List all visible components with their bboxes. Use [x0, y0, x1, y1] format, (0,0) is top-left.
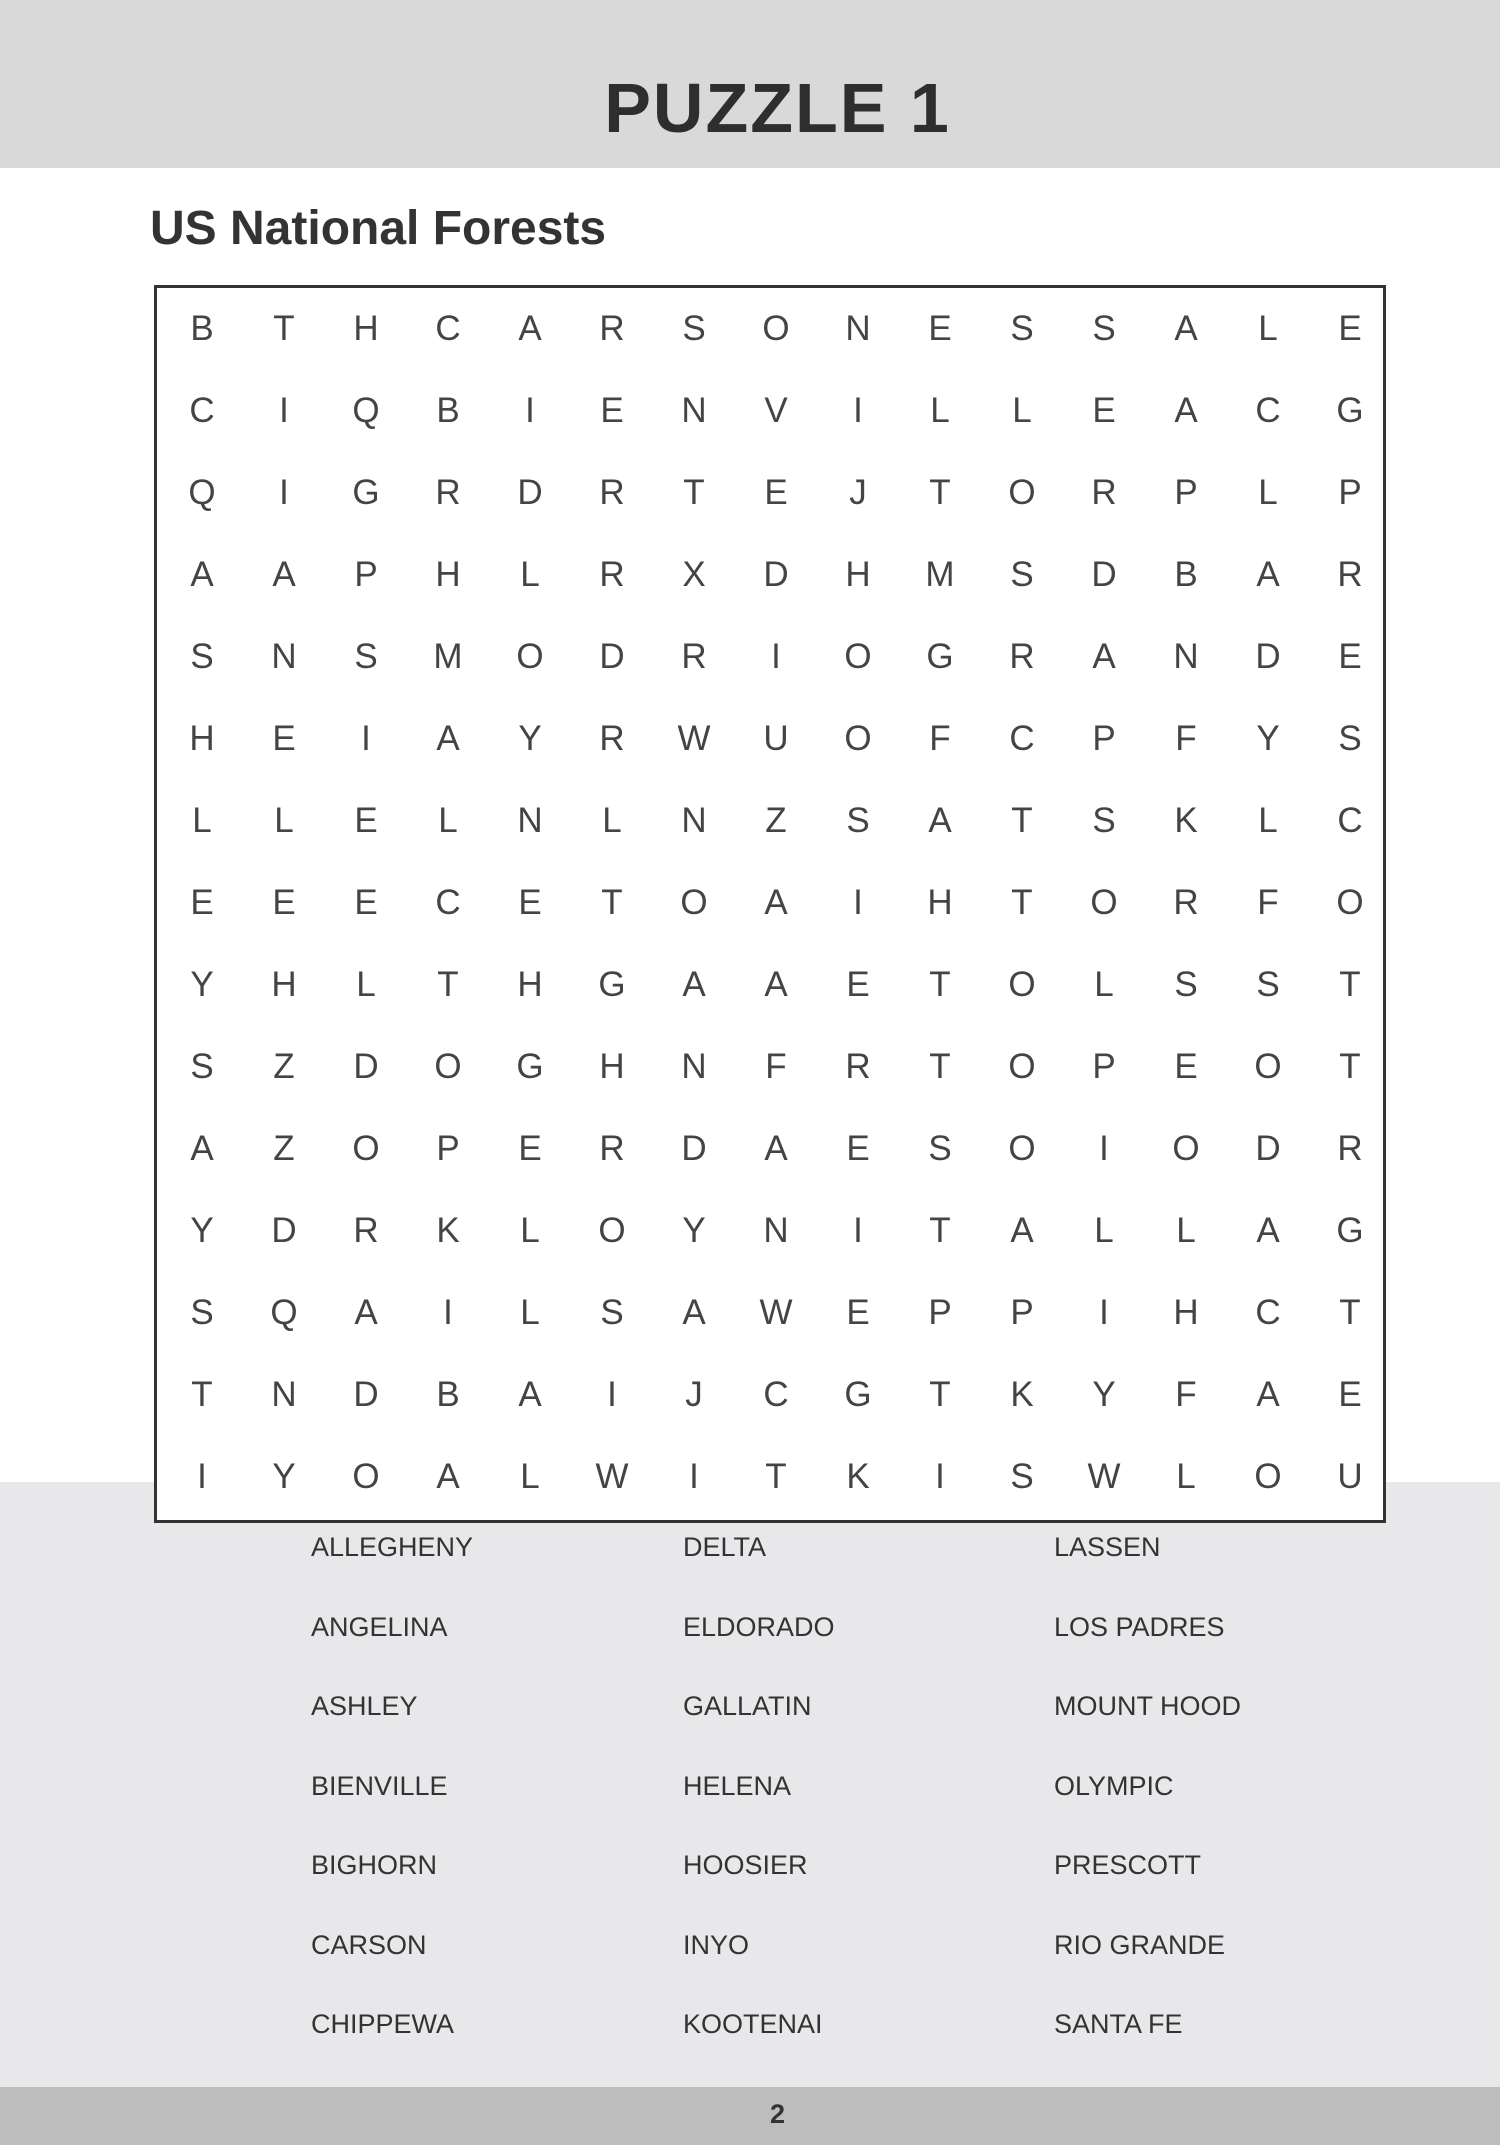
word-list-item: HELENA	[683, 1770, 792, 1801]
grid-letter: S	[1010, 309, 1034, 348]
grid-letter: T	[929, 965, 951, 1004]
grid-letter: Y	[682, 1211, 706, 1250]
grid-letter: C	[189, 391, 215, 430]
grid-letter: Z	[765, 801, 787, 840]
grid-letter: O	[1336, 883, 1364, 922]
grid-letter: Y	[190, 1211, 214, 1250]
grid-letter: T	[1339, 1047, 1361, 1086]
grid-letter: G	[1336, 1211, 1364, 1250]
grid-letter: E	[1092, 391, 1116, 430]
grid-letter: E	[1338, 1375, 1362, 1414]
word-list-item: CHIPPEWA	[311, 2009, 455, 2039]
grid-letter: I	[361, 719, 371, 758]
grid-letter: F	[1175, 1375, 1197, 1414]
grid-letter: I	[853, 1211, 863, 1250]
grid-letter: D	[599, 637, 625, 676]
grid-letter: R	[845, 1047, 871, 1086]
grid-letter: H	[435, 555, 461, 594]
grid-letter: C	[763, 1375, 789, 1414]
grid-letter: A	[354, 1293, 378, 1332]
word-column-1	[311, 1532, 473, 2089]
word-list-item: BIENVILLE	[311, 1770, 448, 1801]
grid-letter: W	[759, 1293, 793, 1332]
grid-letter: O	[762, 309, 790, 348]
grid-letter: G	[598, 965, 626, 1004]
grid-letter: E	[518, 1129, 542, 1168]
grid-letter: D	[1091, 555, 1117, 594]
puzzle-title: PUZZLE 1	[604, 69, 951, 147]
grid-letter: O	[680, 883, 708, 922]
grid-letter: D	[353, 1047, 379, 1086]
grid-letter: F	[1257, 883, 1279, 922]
grid-letter: G	[926, 637, 954, 676]
grid-letter: O	[352, 1129, 380, 1168]
grid-letter: R	[353, 1211, 379, 1250]
grid-letter: A	[764, 1129, 788, 1168]
grid-letter: P	[1338, 473, 1362, 512]
grid-letter: T	[765, 1457, 787, 1496]
grid-letter: I	[443, 1293, 453, 1332]
grid-letter: H	[927, 883, 953, 922]
grid-letter: O	[516, 637, 544, 676]
grid-letter: T	[683, 473, 705, 512]
word-list	[0, 1532, 1500, 2072]
grid-letter: F	[1175, 719, 1197, 758]
grid-letter: H	[845, 555, 871, 594]
grid-letter: R	[1173, 883, 1199, 922]
grid-letter: U	[1337, 1457, 1363, 1496]
grid-letter: E	[846, 1293, 870, 1332]
grid-letter: I	[279, 473, 289, 512]
grid-letter: P	[354, 555, 378, 594]
grid-letter: P	[1174, 473, 1198, 512]
grid-letter: R	[435, 473, 461, 512]
grid-letter: L	[930, 391, 950, 430]
grid-letter: A	[1256, 1211, 1280, 1250]
grid-letter: N	[271, 637, 297, 676]
puzzle-subtitle: US National Forests	[150, 202, 607, 255]
grid-letter: M	[433, 637, 463, 676]
grid-letter: E	[354, 883, 378, 922]
grid-letter: O	[1008, 1047, 1036, 1086]
grid-letter: A	[518, 1375, 542, 1414]
grid-letter: Z	[273, 1129, 295, 1168]
grid-letter: T	[929, 1375, 951, 1414]
grid-letter: O	[598, 1211, 626, 1250]
grid-letter: Q	[188, 473, 216, 512]
grid-letter: N	[517, 801, 543, 840]
grid-letter: T	[273, 309, 295, 348]
grid-letter: P	[1092, 719, 1116, 758]
grid-letter: T	[929, 1211, 951, 1250]
grid-letter: R	[681, 637, 707, 676]
grid-letter: L	[356, 965, 376, 1004]
grid-letter: Q	[270, 1293, 298, 1332]
grid-letter: C	[1255, 1293, 1281, 1332]
grid-letter: E	[354, 801, 378, 840]
grid-letter: L	[1176, 1211, 1196, 1250]
grid-letter: O	[1172, 1129, 1200, 1168]
grid-letter: U	[763, 719, 789, 758]
grid-letter: C	[1337, 801, 1363, 840]
grid-letter: G	[516, 1047, 544, 1086]
grid-letter: I	[689, 1457, 699, 1496]
grid-letter: T	[929, 1047, 951, 1086]
grid-letter: G	[1336, 391, 1364, 430]
grid-letter: E	[190, 883, 214, 922]
grid-letter: E	[272, 719, 296, 758]
grid-letter: R	[599, 473, 625, 512]
grid-letter: D	[353, 1375, 379, 1414]
grid-letter: Y	[1092, 1375, 1116, 1414]
grid-letter: I	[279, 391, 289, 430]
grid-letter: T	[1339, 1293, 1361, 1332]
grid-letter: R	[1091, 473, 1117, 512]
page-number: 2	[769, 2099, 786, 2129]
grid-letter: W	[595, 1457, 629, 1496]
grid-letter: V	[764, 391, 788, 430]
grid-letter: A	[190, 1129, 214, 1168]
grid-letter: I	[525, 391, 535, 430]
grid-letter: O	[1008, 965, 1036, 1004]
grid-letter: H	[271, 965, 297, 1004]
grid-letter: W	[677, 719, 711, 758]
grid-letter: K	[846, 1457, 870, 1496]
grid-letter: S	[190, 1293, 214, 1332]
grid-letter: O	[1254, 1047, 1282, 1086]
grid-letter: B	[436, 391, 460, 430]
word-list-item: MOUNT HOOD	[1054, 1691, 1241, 1721]
grid-letter: S	[846, 801, 870, 840]
grid-letter: N	[681, 391, 707, 430]
grid-letter: G	[352, 473, 380, 512]
grid-letter: I	[771, 637, 781, 676]
grid-letter: S	[354, 637, 378, 676]
word-list-item: LASSEN	[1054, 1532, 1161, 1562]
grid-letter: R	[1337, 555, 1363, 594]
grid-letter: A	[1256, 1375, 1280, 1414]
grid-letter: R	[599, 1129, 625, 1168]
grid-letter: D	[1255, 637, 1281, 676]
grid-letter: R	[599, 719, 625, 758]
grid-letter: R	[599, 555, 625, 594]
grid-letter: A	[436, 719, 460, 758]
grid-letter: L	[274, 801, 294, 840]
grid-letter: T	[437, 965, 459, 1004]
grid-letter: S	[1256, 965, 1280, 1004]
grid-letter: A	[1010, 1211, 1034, 1250]
word-list-item: HOOSIER	[683, 1850, 808, 1880]
word-list-item: ANGELINA	[311, 1611, 448, 1642]
grid-letter: B	[1174, 555, 1198, 594]
grid-letter: O	[1008, 1129, 1036, 1168]
grid-letter: K	[1010, 1375, 1034, 1414]
grid-letter: I	[197, 1457, 207, 1496]
grid-letter: B	[436, 1375, 460, 1414]
word-search-grid	[161, 288, 1385, 1520]
grid-letter: L	[1094, 1211, 1114, 1250]
grid-letter: W	[1087, 1457, 1121, 1496]
grid-letter: N	[271, 1375, 297, 1414]
grid-letter: Y	[1256, 719, 1280, 758]
word-list-item: INYO	[683, 1929, 750, 1960]
grid-letter: L	[192, 801, 212, 840]
grid-letter: C	[1009, 719, 1035, 758]
grid-letter: L	[602, 801, 622, 840]
grid-letter: I	[1099, 1293, 1109, 1332]
grid-letter: K	[436, 1211, 460, 1250]
word-search-grid-frame	[154, 285, 1386, 1523]
grid-letter: I	[1099, 1129, 1109, 1168]
grid-letter: E	[272, 883, 296, 922]
word-list-item: SANTA FE	[1054, 2009, 1183, 2039]
word-list-item: RIO GRANDE	[1054, 1929, 1226, 1960]
grid-letter: T	[1011, 801, 1033, 840]
grid-letter: L	[1258, 801, 1278, 840]
grid-letter: S	[1092, 309, 1116, 348]
grid-letter: I	[935, 1457, 945, 1496]
grid-letter: S	[1010, 1457, 1034, 1496]
grid-letter: H	[1173, 1293, 1199, 1332]
word-list-item: OLYMPIC	[1054, 1770, 1174, 1801]
grid-letter: T	[601, 883, 623, 922]
grid-letter: R	[599, 309, 625, 348]
grid-letter: S	[928, 1129, 952, 1168]
grid-letter: D	[1255, 1129, 1281, 1168]
grid-letter: R	[1009, 637, 1035, 676]
grid-letter: A	[1174, 309, 1198, 348]
grid-letter: A	[1092, 637, 1116, 676]
grid-letter: L	[1176, 1457, 1196, 1496]
grid-letter: S	[1338, 719, 1362, 758]
grid-letter: D	[271, 1211, 297, 1250]
grid-letter: K	[1174, 801, 1198, 840]
grid-letter: D	[681, 1129, 707, 1168]
word-list-item: CARSON	[311, 1929, 427, 1960]
grid-letter: C	[435, 883, 461, 922]
grid-letter: E	[846, 965, 870, 1004]
grid-letter: O	[844, 719, 872, 758]
word-list-item: LOS PADRES	[1054, 1611, 1225, 1642]
grid-letter: E	[1174, 1047, 1198, 1086]
grid-letter: I	[853, 883, 863, 922]
grid-letter: J	[849, 473, 867, 512]
grid-letter: L	[1094, 965, 1114, 1004]
grid-letter: A	[928, 801, 952, 840]
grid-letter: E	[600, 391, 624, 430]
grid-letter: A	[190, 555, 214, 594]
grid-letter: T	[929, 473, 951, 512]
grid-letter: S	[682, 309, 706, 348]
grid-letter: L	[438, 801, 458, 840]
grid-letter: N	[845, 309, 871, 348]
grid-letter: D	[763, 555, 789, 594]
grid-letter: P	[1010, 1293, 1034, 1332]
grid-letter: S	[190, 637, 214, 676]
grid-letter: N	[763, 1211, 789, 1250]
grid-letter: R	[1337, 1129, 1363, 1168]
grid-letter: L	[520, 1211, 540, 1250]
grid-letter: O	[352, 1457, 380, 1496]
grid-letter: Z	[273, 1047, 295, 1086]
grid-letter: B	[190, 309, 214, 348]
word-list-item: BIGHORN	[311, 1850, 438, 1880]
grid-letter: N	[1173, 637, 1199, 676]
grid-letter: S	[1174, 965, 1198, 1004]
grid-letter: A	[682, 965, 706, 1004]
grid-letter: O	[1008, 473, 1036, 512]
grid-letter: A	[1256, 555, 1280, 594]
grid-letter: Y	[518, 719, 542, 758]
grid-letter: S	[1092, 801, 1116, 840]
grid-letter: E	[1338, 637, 1362, 676]
grid-letter: P	[928, 1293, 952, 1332]
grid-letter: O	[844, 637, 872, 676]
grid-letter: F	[765, 1047, 787, 1086]
grid-letter: Y	[272, 1457, 296, 1496]
grid-letter: X	[682, 555, 706, 594]
grid-letter: P	[436, 1129, 460, 1168]
grid-letter: L	[1258, 309, 1278, 348]
word-column-3	[1054, 1532, 1241, 2089]
grid-letter: E	[1338, 309, 1362, 348]
grid-letter: A	[518, 309, 542, 348]
word-list-item: ASHLEY	[311, 1691, 418, 1721]
grid-letter: H	[353, 309, 379, 348]
grid-letter: T	[1011, 883, 1033, 922]
grid-letter: L	[1258, 473, 1278, 512]
word-list-item: GALLATIN	[683, 1691, 812, 1721]
grid-letter: I	[853, 391, 863, 430]
grid-letter: C	[435, 309, 461, 348]
grid-letter: E	[928, 309, 952, 348]
grid-letter: T	[1339, 965, 1361, 1004]
grid-letter: A	[436, 1457, 460, 1496]
grid-letter: O	[1090, 883, 1118, 922]
grid-letter: E	[846, 1129, 870, 1168]
grid-letter: L	[520, 1457, 540, 1496]
grid-letter: L	[1012, 391, 1032, 430]
grid-letter: A	[764, 965, 788, 1004]
grid-letter: Y	[190, 965, 214, 1004]
grid-letter: A	[764, 883, 788, 922]
grid-letter: L	[520, 555, 540, 594]
grid-letter: H	[599, 1047, 625, 1086]
grid-letter: S	[190, 1047, 214, 1086]
grid-letter: M	[925, 555, 955, 594]
word-list-item: ELDORADO	[683, 1611, 835, 1642]
footer-band	[0, 2087, 1500, 2145]
grid-letter: T	[191, 1375, 213, 1414]
grid-letter: J	[685, 1375, 703, 1414]
grid-letter: A	[1174, 391, 1198, 430]
word-column-2	[683, 1532, 835, 2089]
grid-letter: C	[1255, 391, 1281, 430]
grid-letter: G	[844, 1375, 872, 1414]
grid-letter: E	[518, 883, 542, 922]
grid-letter: E	[764, 473, 788, 512]
grid-letter: N	[681, 801, 707, 840]
grid-letter: P	[1092, 1047, 1116, 1086]
grid-letter: D	[517, 473, 543, 512]
grid-letter: S	[1010, 555, 1034, 594]
word-list-item: KOOTENAI	[683, 2009, 823, 2039]
word-list-item: PRESCOTT	[1054, 1850, 1202, 1880]
grid-letter: H	[517, 965, 543, 1004]
grid-letter: H	[189, 719, 215, 758]
grid-letter: S	[600, 1293, 624, 1332]
grid-letter: L	[520, 1293, 540, 1332]
grid-letter: Q	[352, 391, 380, 430]
grid-letter: I	[607, 1375, 617, 1414]
grid-letter: N	[681, 1047, 707, 1086]
grid-letter: O	[1254, 1457, 1282, 1496]
grid-letter: O	[434, 1047, 462, 1086]
grid-letter: A	[272, 555, 296, 594]
word-list-item: DELTA	[683, 1532, 767, 1562]
grid-letter: A	[682, 1293, 706, 1332]
grid-letter: F	[929, 719, 951, 758]
word-list-item: ALLEGHENY	[311, 1532, 474, 1562]
